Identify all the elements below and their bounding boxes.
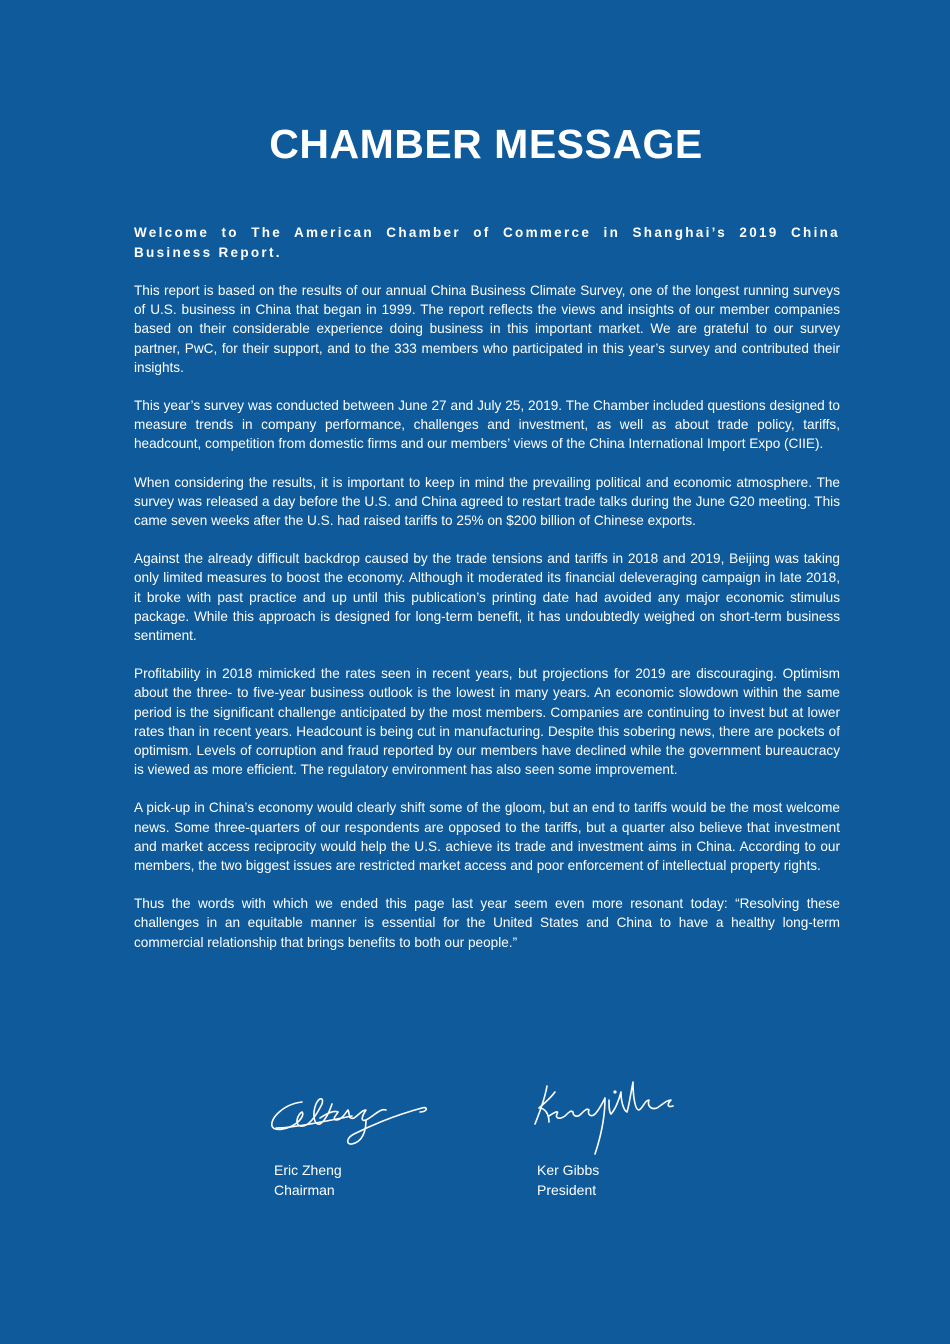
paragraph-survey-overview: This report is based on the results of our annual China Business Climate Survey, one of the longest running surveys of U.S. business in China that began in 1999. The report reflects the views and insights of our member companies based on their considerable experience doing business in this important market. We are grateful to our survey partner, PwC, for their support, and to the 333 members who participated in this year’s survey and contributed their insights. (134, 283, 840, 375)
signatory-role: President (537, 1182, 597, 1198)
paragraph-profitability: Profitability in 2018 mimicked the rates seen in recent years, but projections for 2019 are discouraging. Optimism about the three- to five-year business outlook is the lowest in many years. An economic slowdown within the same period is the significant challenge anticipated by the most members. Companies are continuing to invest but at lower rates than in recent years. Headcount is being cut in manufacturing. Despite this sobering news, there are pockets of optimism. Levels of corruption and fraud reported by our members have declined while the government bureaucracy is viewed as more efficient. The regulatory environment has also seen some improvement. (134, 666, 840, 778)
signatory-name: Ker Gibbs (537, 1162, 600, 1178)
message-body (134, 223, 840, 971)
signatory-president (525, 1070, 765, 1200)
signature-ker-gibbs (525, 1070, 705, 1160)
signatures (0, 1070, 950, 1210)
signatory-name: Eric Zheng (274, 1162, 342, 1178)
intro-heading: Welcome to The American Chamber of Commerce in Shanghai’s 2019 China Business Report. (134, 225, 840, 260)
signatory-role: Chairman (274, 1182, 335, 1198)
paragraph-context: When considering the results, it is important to keep in mind the prevailing political and economic atmosphere. The survey was released a day before the U.S. and China agreed to restart trade talks during the June G20 meeting. This came seven weeks after the U.S. had raised tariffs to 25% on $200 billion of Chinese exports. (134, 474, 840, 529)
page-title: CHAMBER MESSAGE (269, 121, 703, 167)
paragraph-closing: Thus the words with which we ended this page last year seem even more resonant today: “Resolving these challenges in an equitable manner is essential for the United States and China to have a healthy long-term commercial relationship that brings benefits to both our people.” (134, 896, 840, 950)
signature-eric-zheng (262, 1070, 442, 1160)
signatory-chairman (262, 1070, 502, 1200)
paragraph-survey-period: This year’s survey was conducted between June 27 and July 25, 2019. The Chamber included questions designed to measure trends in company performance, challenges and investment, as well as about trade policy, tariffs, headcount, competition from domestic firms and our members’ views of the China International Import Expo (CIIE). (134, 398, 840, 452)
paragraph-backdrop: Against the already difficult backdrop caused by the trade tensions and tariffs in 2018 and 2019, Beijing was taking only limited measures to boost the economy. Although it moderated its financial deleveraging campaign in late 2018, it broke with past practice and up until this publication’s printing date had avoided any major economic stimulus package. While this approach is designed for long-term benefit, it has undoubtedly weighed on short-term business sentiment. (134, 551, 840, 644)
paragraph-tariffs: A pick-up in China’s economy would clearly shift some of the gloom, but an end to tariffs would be the most welcome news. Some three-quarters of our respondents are opposed to the tariffs, but a quarter also believe that investment and market access reciprocity would help the U.S. achieve its trade and investment aims in China. According to our members, the two biggest issues are restricted market access and poor enforcement of intellectual property rights. (134, 800, 840, 874)
